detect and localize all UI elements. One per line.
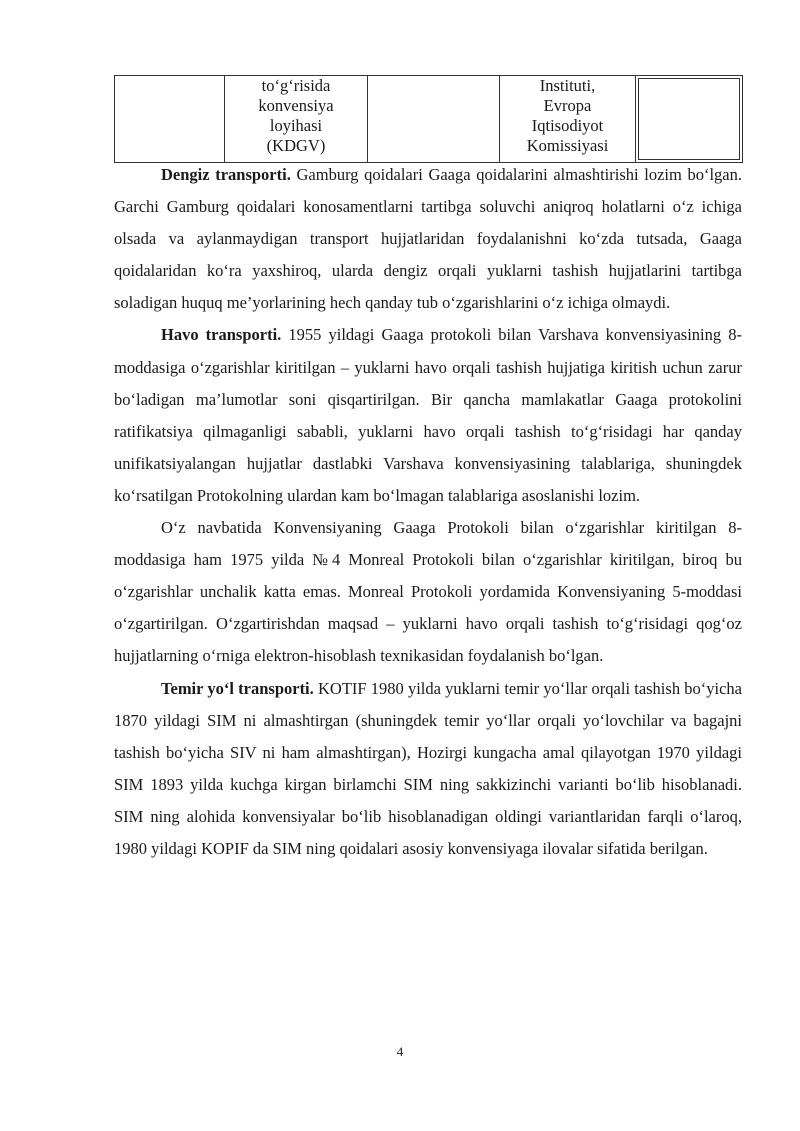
table-cell-kdgv xyxy=(225,76,368,163)
cell-line: (KDGV) xyxy=(266,136,326,155)
cell-line: Iqtisodiyot xyxy=(531,116,604,135)
paragraph-heading: Dengiz transporti. xyxy=(161,165,291,184)
table-cell-empty xyxy=(368,76,500,163)
inner-cell-border xyxy=(638,78,740,160)
paragraph-text: 1955 yildagi Gaaga protokoli bilan Varshava konvensiyasining 8-moddasiga o‘zgarishlar kiritilgan – yuklarni havo orqali tashish hujjatiga kiritish uchun zarur bo‘ladigan ma’lumotlar soni qisqartirilgan. Bir qancha mamlakatlar Gaaga protokolini ratifikatsiya qilmaganligi sababli, yuklarni havo orqali tashish to‘g‘risidagi har qanday unifikatsiyalangan hujjatlar dastlabki Varshava konvensiyasining talablariga, shuningdek ko‘rsatilgan Protokolning ulardan kam bo‘lmagan talablariga asoslanishi lozim. xyxy=(114,325,742,505)
cell-line: Komissiyasi xyxy=(526,136,609,155)
cell-line: Instituti, xyxy=(539,76,596,95)
table-row xyxy=(115,76,743,163)
cell-line: loyihasi xyxy=(269,116,323,135)
paragraph-heading: Havo transporti. xyxy=(161,325,282,345)
table-cell-institute xyxy=(500,76,636,163)
body-text xyxy=(114,159,742,865)
paragraph-air-transport xyxy=(114,319,742,512)
paragraph-text: Gamburg qoidalari Gaaga qoidalarini almashtirishi lozim bo‘lgan. Garchi Gamburg qoidalari konosamentlarni tartibga soluvchi aniqroq holatlarni o‘z ichiga olsada va aylanmaydigan transport hujjatlaridan foydalanishni ko‘zda tutsada, Gaaga qoidalaridan ko‘ra yaxshiroq, ularda dengiz orqali yuklarni tashish hujjatlarini tartibga soladigan huquq me’yorlarining hech qanday tub o‘zgarishlarini o‘z ichiga olmaydi. xyxy=(114,165,742,313)
paragraph-text: KOTIF 1980 yilda yuklarni temir yo‘llar orqali tashish bo‘yicha 1870 yildagi SIM ni almashtirgan (shuningdek temir yo‘llar orqali yo‘lovchilar va bagajni tashish bo‘yicha SIV ni ham almashtirgan), Hozirgi kungacha amal qilayotgan 1970 yildagi SIM 1893 yilda kuchga kirgan birlamchi SIM ning sakkizinchi varianti bo‘lib hisoblanadi. SIM ning alohida konvensiyalar bo‘lib hisoblanadigan oldingi variantlaridan farqli o‘laroq, 1980 yildagi KOPIF da SIM ning qoidalari asosiy konvensiyaga ilovalar sifatida berilgan. xyxy=(114,678,742,858)
table-cell-empty xyxy=(636,76,743,163)
paragraph-montreal-protocol xyxy=(114,512,742,672)
paragraph-sea-transport xyxy=(114,159,742,319)
paragraph-rail-transport xyxy=(114,673,742,866)
cell-line: konvensiya xyxy=(258,96,334,115)
page-number: 4 xyxy=(396,1044,404,1059)
paragraph-heading: Temir yo‘l transporti. xyxy=(161,678,314,698)
cell-line: Evropa xyxy=(543,96,592,115)
cell-line: to‘g‘risida xyxy=(261,76,331,95)
paragraph-text: O‘z navbatida Konvensiyaning Gaaga Protokoli bilan o‘zgarishlar kiritilgan 8-moddasiga ham 1975 yilda №4 Monreal Protokoli bilan o‘zgarishlar kiritilgan, biroq bu o‘zgarishlar unchalik katta emas. Monreal Protokoli yordamida Konvensiyaning 5-moddasi o‘zgartirilgan. O‘zgartirishdan maqsad – yuklarni havo orqali tashish to‘g‘risidagi qog‘oz hujjatlarning o‘rniga elektron-hisoblash texnikasidan foydalanish bo‘lgan. xyxy=(114,518,742,666)
table-cell-empty xyxy=(115,76,225,163)
table-fragment xyxy=(114,75,743,163)
